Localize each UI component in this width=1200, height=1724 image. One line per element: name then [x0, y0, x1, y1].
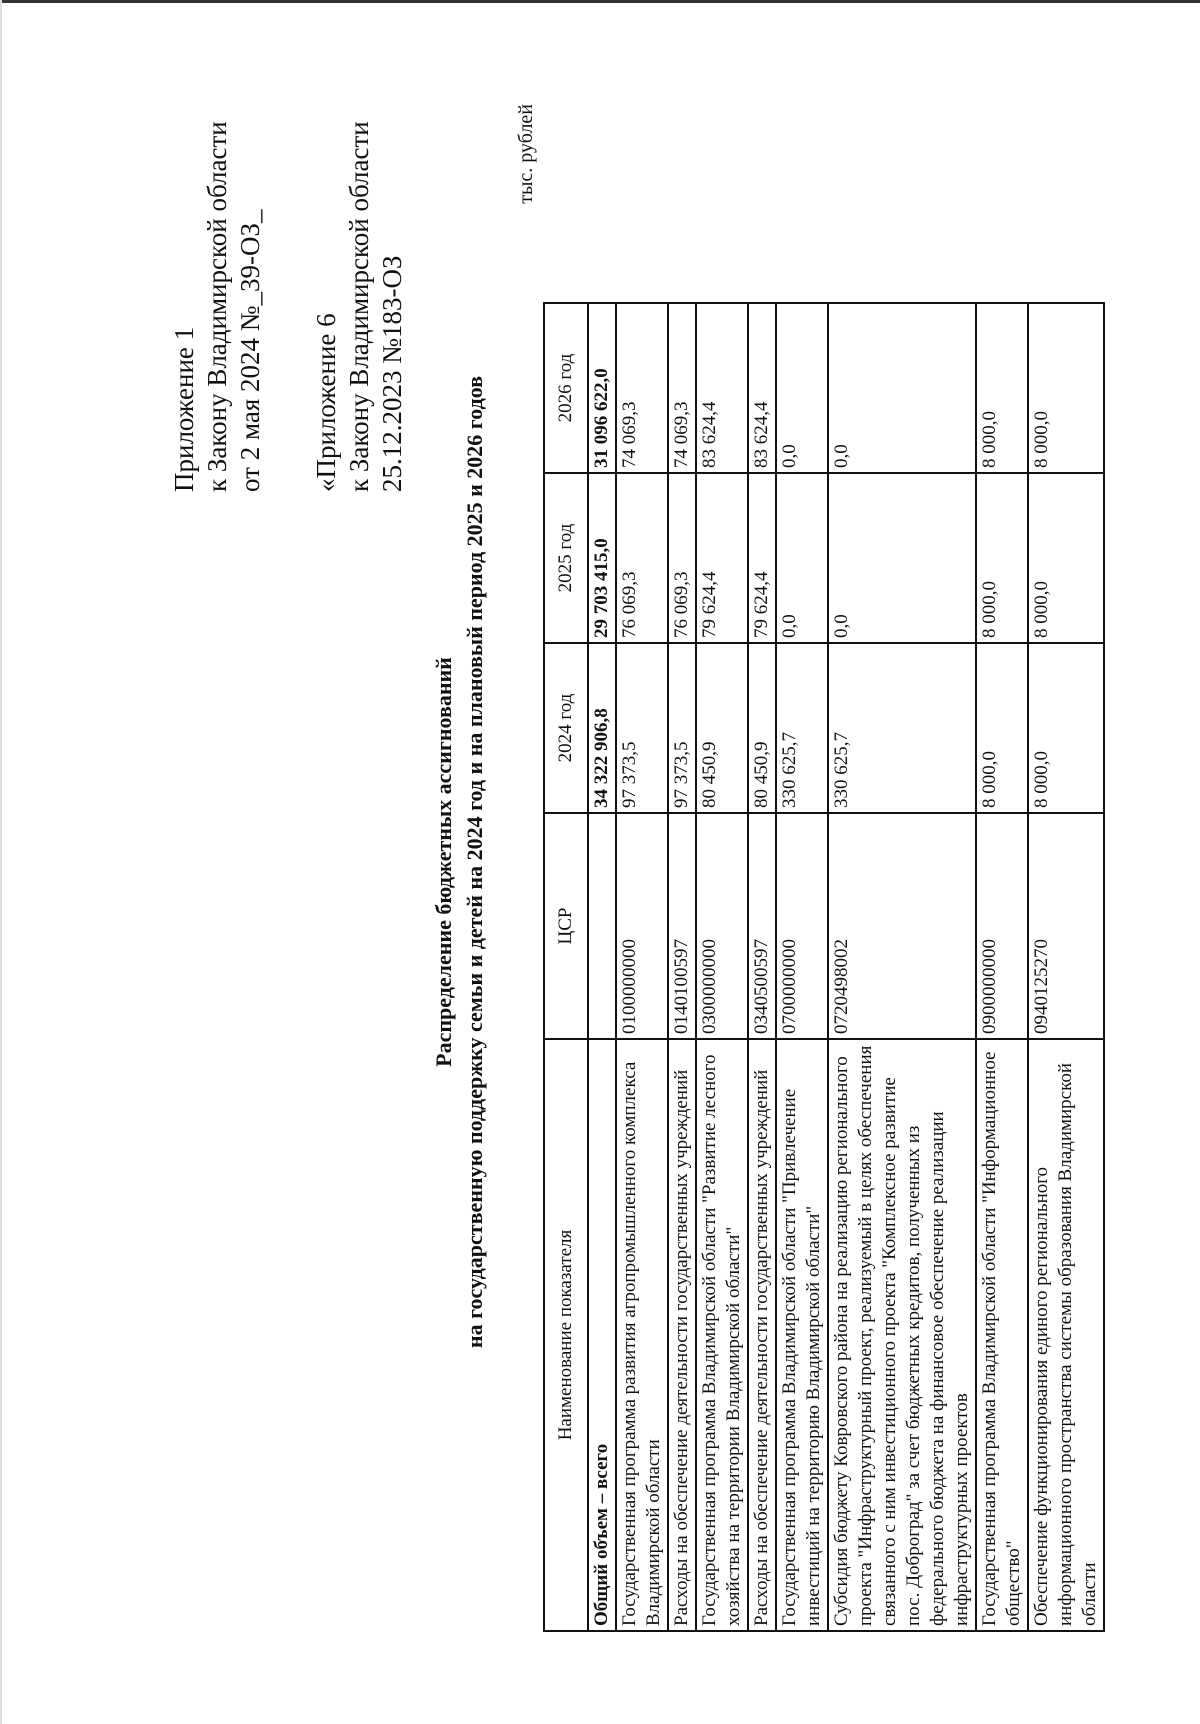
- table-header-row: [544, 303, 588, 1631]
- table-row: [1028, 303, 1104, 1631]
- row-csr: 0900000000: [976, 813, 1028, 1039]
- row-2025: 29 703 415,0: [588, 473, 616, 643]
- row-2024: 97 373,5: [616, 643, 668, 813]
- row-csr: 0140100597: [668, 813, 696, 1039]
- row-2026: 74 069,3: [668, 303, 696, 473]
- row-name: Обеспечение функционирования единого регионального информационного пространства системы образования Владимирской области: [1028, 1039, 1104, 1631]
- allocation-table: [543, 302, 1105, 1632]
- table-row: [616, 303, 668, 1631]
- header-2026: 2026 год: [544, 303, 588, 473]
- table-row-total: [588, 303, 616, 1631]
- row-2024: 330 625,7: [776, 643, 828, 813]
- document-title: [428, 0, 490, 1724]
- row-2024: 34 322 906,8: [588, 643, 616, 813]
- row-2026: 8 000,0: [976, 303, 1028, 473]
- row-2024: 80 450,9: [696, 643, 748, 813]
- row-2024: 8 000,0: [1028, 643, 1104, 813]
- row-2025: 79 624,4: [748, 473, 776, 643]
- row-name: Государственная программа развития агропромышленного комплекса Владимирской области: [616, 1039, 668, 1631]
- row-csr: 0940125270: [1028, 813, 1104, 1039]
- row-2026: 0,0: [776, 303, 828, 473]
- row-2025: 0,0: [828, 473, 976, 643]
- appendix-stamp: [168, 121, 267, 492]
- row-2026: 83 624,4: [696, 303, 748, 473]
- appendix-line: Приложение 1: [169, 326, 199, 492]
- row-2026: 74 069,3: [616, 303, 668, 473]
- row-name: Расходы на обеспечение деятельности государственных учреждений: [668, 1039, 696, 1631]
- row-2026: 31 096 622,0: [588, 303, 616, 473]
- row-csr: 0700000000: [776, 813, 828, 1039]
- row-2025: 8 000,0: [976, 473, 1028, 643]
- table-row: [748, 303, 776, 1631]
- row-2026: 8 000,0: [1028, 303, 1104, 473]
- row-2024: 330 625,7: [828, 643, 976, 813]
- unit-label: тыс. рублей: [515, 104, 537, 204]
- row-csr: 0100000000: [616, 813, 668, 1039]
- row-2026: 0,0: [828, 303, 976, 473]
- row-csr: [588, 813, 616, 1039]
- prior-appendix-stamp: [310, 121, 409, 492]
- row-2025: 76 069,3: [616, 473, 668, 643]
- row-2024: 80 450,9: [748, 643, 776, 813]
- row-2024: 8 000,0: [976, 643, 1028, 813]
- row-name: Государственная программа Владимирской области "Развитие лесного хозяйства на территории Владимирской области": [696, 1039, 748, 1631]
- table-row: [828, 303, 976, 1631]
- row-2025: 79 624,4: [696, 473, 748, 643]
- table-row: [696, 303, 748, 1631]
- row-name: Государственная программа Владимирской области "Привлечение инвестиций на территорию Владимирской области": [776, 1039, 828, 1631]
- row-2025: 76 069,3: [668, 473, 696, 643]
- row-name: Субсидия бюджету Ковровского района на реализацию регионального проекта "Инфраструктурный проект, реализуемый в целях обеспечения связанного с ним инвестиционного проекта "Комплексное развитие пос. Доброград" за счет бюджетных кредитов, полученных из федерального бюджета на финансовое обеспечение реализации инфраструктурных проектов: [828, 1039, 976, 1631]
- header-2025: 2025 год: [544, 473, 588, 643]
- row-csr: 0720498002: [828, 813, 976, 1039]
- row-name: Государственная программа Владимирской области "Информационное общество": [976, 1039, 1028, 1631]
- row-2025: 0,0: [776, 473, 828, 643]
- header-2024: 2024 год: [544, 643, 588, 813]
- table-row: [668, 303, 696, 1631]
- row-2025: 8 000,0: [1028, 473, 1104, 643]
- header-name: Наименование показателя: [544, 1039, 588, 1631]
- appendix-line: к Закону Владимирской области: [202, 121, 232, 492]
- appendix-line: «Приложение 6: [311, 313, 341, 492]
- appendix-line: 25.12.2023 №183-ОЗ: [377, 255, 407, 492]
- row-name: Общий объем – всего: [588, 1039, 616, 1631]
- appendix-line: от 2 мая 2024 №_39-ОЗ_: [235, 209, 265, 492]
- row-csr: 0340500597: [748, 813, 776, 1039]
- title-line: на государственную поддержку семьи и детей на 2024 год и на плановый период 2025 и 2026 годов: [462, 375, 487, 1349]
- table-row: [976, 303, 1028, 1631]
- row-2024: 97 373,5: [668, 643, 696, 813]
- table-row: [776, 303, 828, 1631]
- appendix-line: к Закону Владимирской области: [344, 121, 374, 492]
- title-line: Распределение бюджетных ассигнований: [431, 657, 456, 1067]
- row-csr: 0300000000: [696, 813, 748, 1039]
- row-name: Расходы на обеспечение деятельности государственных учреждений: [748, 1039, 776, 1631]
- row-2026: 83 624,4: [748, 303, 776, 473]
- header-csr: ЦСР: [544, 813, 588, 1039]
